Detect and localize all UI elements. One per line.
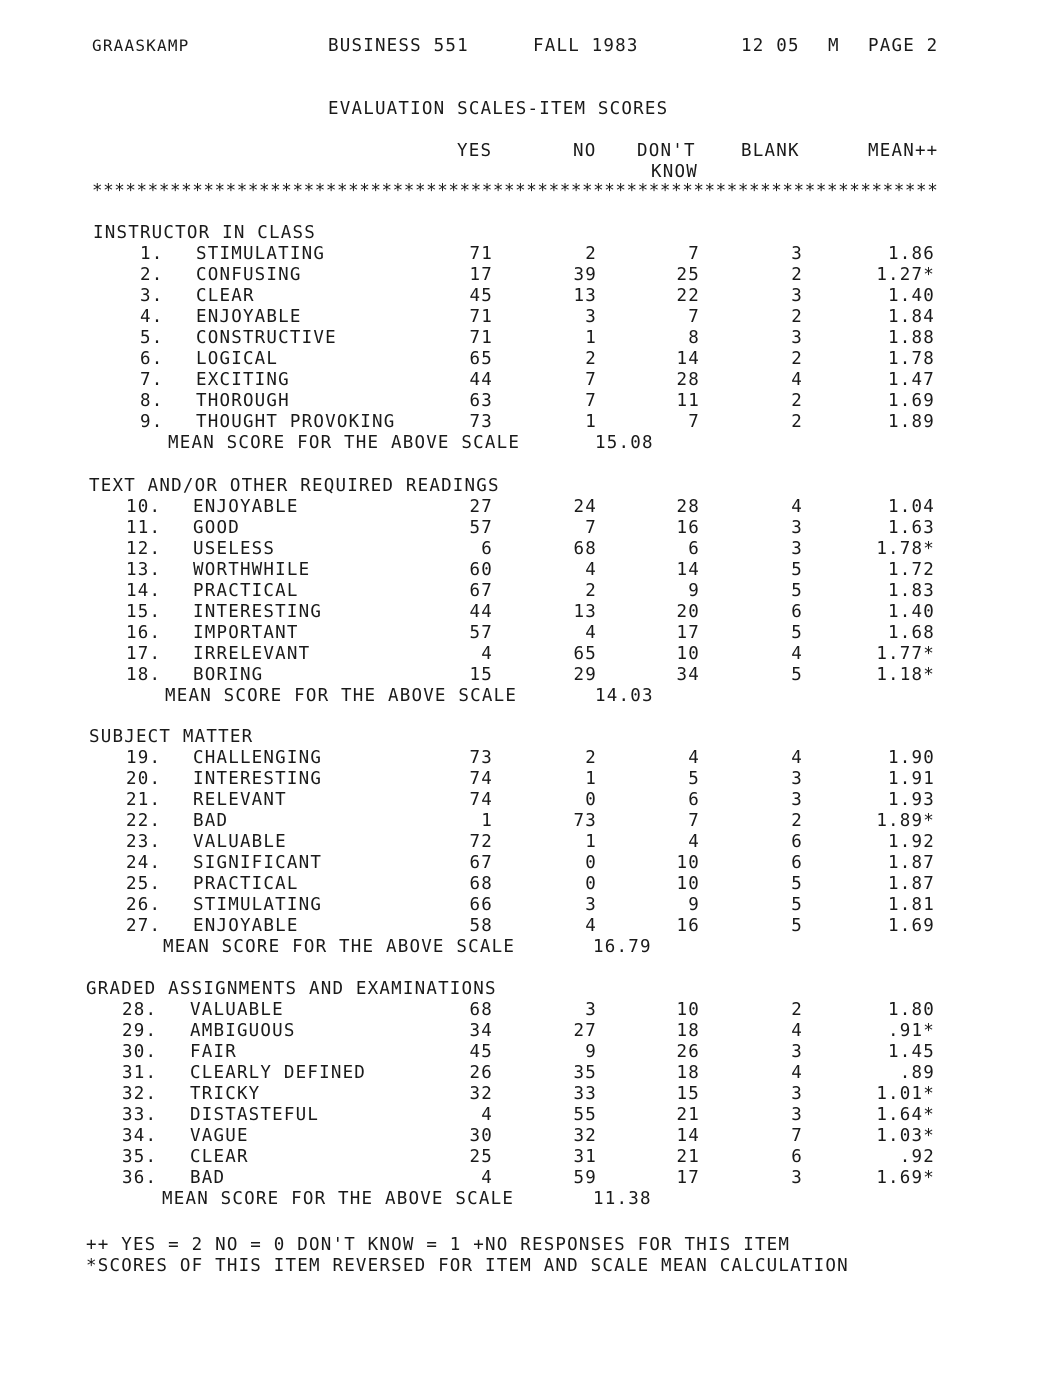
cell-dont-know: 7 [688, 307, 700, 327]
cell-no: 1 [585, 412, 597, 432]
cell-dont-know: 8 [688, 328, 700, 348]
cell-dont-know: 6 [688, 539, 700, 559]
cell-mean: 1.03* [876, 1126, 935, 1146]
cell-blank: 3 [791, 790, 803, 810]
cell-dont-know: 16 [676, 916, 700, 936]
cell-mean: 1.83 [888, 581, 935, 601]
cell-no: 7 [585, 391, 597, 411]
item-number: 32. [122, 1084, 158, 1104]
cell-yes: 67 [469, 853, 493, 873]
mean-score-label: MEAN SCORE FOR THE ABOVE SCALE [163, 937, 516, 957]
cell-yes: 60 [469, 560, 493, 580]
cell-no: 2 [585, 581, 597, 601]
item-label: BORING [193, 665, 264, 685]
report-title: EVALUATION SCALES-ITEM SCORES [328, 99, 669, 119]
cell-yes: 57 [469, 623, 493, 643]
cell-blank: 3 [791, 328, 803, 348]
cell-blank: 3 [791, 1168, 803, 1188]
cell-yes: 4 [481, 1105, 493, 1125]
cell-dont-know: 9 [688, 581, 700, 601]
cell-no: 7 [585, 370, 597, 390]
item-label: STIMULATING [196, 244, 326, 264]
item-number: 4. [140, 307, 164, 327]
item-number: 26. [126, 895, 162, 915]
mean-score-label: MEAN SCORE FOR THE ABOVE SCALE [162, 1189, 515, 1209]
cell-dont-know: 28 [676, 370, 700, 390]
item-number: 10. [126, 497, 162, 517]
cell-mean: 1.90 [888, 748, 935, 768]
cell-no: 2 [585, 748, 597, 768]
cell-mean: 1.40 [888, 286, 935, 306]
cell-no: 3 [585, 307, 597, 327]
cell-yes: 25 [469, 1147, 493, 1167]
cell-mean: 1.91 [888, 769, 935, 789]
cell-mean: 1.27* [876, 265, 935, 285]
cell-no: 7 [585, 518, 597, 538]
cell-no: 9 [585, 1042, 597, 1062]
item-label: ENJOYABLE [196, 307, 302, 327]
cell-blank: 6 [791, 832, 803, 852]
cell-mean: 1.18* [876, 665, 935, 685]
cell-blank: 2 [791, 412, 803, 432]
cell-yes: 73 [469, 748, 493, 768]
cell-mean: 1.69 [888, 916, 935, 936]
cell-mean: 1.78 [888, 349, 935, 369]
section-title: TEXT AND/OR OTHER REQUIRED READINGS [89, 476, 500, 496]
cell-dont-know: 11 [676, 391, 700, 411]
item-label: BAD [193, 811, 229, 831]
item-number: 1. [140, 244, 164, 264]
item-number: 12. [126, 539, 162, 559]
item-label: CONSTRUCTIVE [196, 328, 337, 348]
cell-yes: 67 [469, 581, 493, 601]
cell-blank: 5 [791, 560, 803, 580]
item-label: IRRELEVANT [193, 644, 311, 664]
cell-dont-know: 18 [676, 1021, 700, 1041]
item-number: 18. [126, 665, 162, 685]
item-label: CHALLENGING [193, 748, 323, 768]
item-label: RELEVANT [193, 790, 287, 810]
cell-blank: 5 [791, 895, 803, 915]
cell-mean: 1.84 [888, 307, 935, 327]
cell-no: 13 [573, 602, 597, 622]
cell-blank: 7 [791, 1126, 803, 1146]
cell-dont-know: 17 [676, 1168, 700, 1188]
cell-blank: 3 [791, 286, 803, 306]
cell-dont-know: 10 [676, 1000, 700, 1020]
footnote-legend: ++ YES = 2 NO = 0 DON'T KNOW = 1 +NO RESPONSES FOR THIS ITEM [86, 1235, 791, 1255]
cell-yes: 15 [469, 665, 493, 685]
cell-dont-know: 7 [688, 244, 700, 264]
cell-mean: 1.63 [888, 518, 935, 538]
cell-mean: 1.92 [888, 832, 935, 852]
item-label: FAIR [190, 1042, 237, 1062]
cell-yes: 65 [469, 349, 493, 369]
item-number: 19. [126, 748, 162, 768]
column-no: NO [573, 141, 597, 161]
cell-dont-know: 7 [688, 412, 700, 432]
cell-no: 0 [585, 790, 597, 810]
item-label: PRACTICAL [193, 874, 299, 894]
item-label: SIGNIFICANT [193, 853, 323, 873]
cell-dont-know: 21 [676, 1105, 700, 1125]
cell-blank: 2 [791, 349, 803, 369]
cell-no: 27 [573, 1021, 597, 1041]
cell-yes: 34 [469, 1021, 493, 1041]
cell-yes: 72 [469, 832, 493, 852]
item-label: THOROUGH [196, 391, 290, 411]
column-dont-know-2: KNOW [651, 162, 698, 182]
cell-mean: 1.86 [888, 244, 935, 264]
item-number: 34. [122, 1126, 158, 1146]
cell-mean: .89 [899, 1063, 935, 1083]
cell-mean: .92 [899, 1147, 935, 1167]
item-label: LOGICAL [196, 349, 279, 369]
item-number: 30. [122, 1042, 158, 1062]
cell-blank: 5 [791, 581, 803, 601]
mean-score-value: 15.08 [595, 433, 654, 453]
cell-mean: .91* [888, 1021, 935, 1041]
item-label: PRACTICAL [193, 581, 299, 601]
cell-no: 35 [573, 1063, 597, 1083]
cell-yes: 6 [481, 539, 493, 559]
cell-blank: 3 [791, 518, 803, 538]
cell-blank: 2 [791, 391, 803, 411]
cell-no: 4 [585, 560, 597, 580]
cell-dont-know: 26 [676, 1042, 700, 1062]
cell-no: 33 [573, 1084, 597, 1104]
item-number: 33. [122, 1105, 158, 1125]
cell-blank: 6 [791, 853, 803, 873]
cell-dont-know: 17 [676, 623, 700, 643]
cell-mean: 1.72 [888, 560, 935, 580]
item-number: 8. [140, 391, 164, 411]
cell-no: 2 [585, 349, 597, 369]
cell-dont-know: 10 [676, 874, 700, 894]
item-label: CLEAR [190, 1147, 249, 1167]
cell-dont-know: 20 [676, 602, 700, 622]
column-dont-know: DON'T [637, 141, 696, 161]
item-label: GOOD [193, 518, 240, 538]
cell-mean: 1.69 [888, 391, 935, 411]
cell-blank: 2 [791, 307, 803, 327]
cell-no: 29 [573, 665, 597, 685]
cell-dont-know: 10 [676, 644, 700, 664]
cell-dont-know: 22 [676, 286, 700, 306]
cell-mean: 1.68 [888, 623, 935, 643]
cell-no: 55 [573, 1105, 597, 1125]
cell-no: 1 [585, 328, 597, 348]
item-label: INTERESTING [193, 769, 323, 789]
column-yes: YES [457, 141, 493, 161]
header-flag: M [828, 36, 840, 56]
cell-mean: 1.64* [876, 1105, 935, 1125]
item-number: 3. [140, 286, 164, 306]
cell-blank: 4 [791, 1063, 803, 1083]
cell-mean: 1.81 [888, 895, 935, 915]
item-number: 13. [126, 560, 162, 580]
cell-yes: 66 [469, 895, 493, 915]
item-number: 7. [140, 370, 164, 390]
mean-score-value: 16.79 [593, 937, 652, 957]
item-number: 35. [122, 1147, 158, 1167]
cell-dont-know: 18 [676, 1063, 700, 1083]
cell-yes: 71 [469, 244, 493, 264]
cell-dont-know: 4 [688, 832, 700, 852]
cell-yes: 27 [469, 497, 493, 517]
cell-mean: 1.89* [876, 811, 935, 831]
cell-yes: 17 [469, 265, 493, 285]
item-label: VALUABLE [190, 1000, 284, 1020]
mean-score-label: MEAN SCORE FOR THE ABOVE SCALE [168, 433, 521, 453]
cell-blank: 4 [791, 1021, 803, 1041]
cell-yes: 45 [469, 1042, 493, 1062]
section-title: INSTRUCTOR IN CLASS [93, 223, 316, 243]
cell-no: 13 [573, 286, 597, 306]
cell-blank: 3 [791, 244, 803, 264]
cell-blank: 3 [791, 1084, 803, 1104]
item-number: 24. [126, 853, 162, 873]
item-label: CLEAR [196, 286, 255, 306]
mean-score-label: MEAN SCORE FOR THE ABOVE SCALE [165, 686, 518, 706]
header-term: FALL 1983 [533, 36, 639, 56]
cell-dont-know: 9 [688, 895, 700, 915]
column-mean: MEAN++ [868, 141, 939, 161]
cell-dont-know: 14 [676, 349, 700, 369]
cell-blank: 3 [791, 1042, 803, 1062]
item-number: 2. [140, 265, 164, 285]
header-code: 12 05 [741, 36, 800, 56]
cell-blank: 4 [791, 748, 803, 768]
cell-mean: 1.80 [888, 1000, 935, 1020]
cell-yes: 57 [469, 518, 493, 538]
cell-mean: 1.88 [888, 328, 935, 348]
cell-no: 1 [585, 769, 597, 789]
cell-yes: 74 [469, 790, 493, 810]
cell-blank: 3 [791, 539, 803, 559]
cell-yes: 74 [469, 769, 493, 789]
cell-dont-know: 4 [688, 748, 700, 768]
item-number: 23. [126, 832, 162, 852]
item-number: 16. [126, 623, 162, 643]
item-number: 6. [140, 349, 164, 369]
item-label: STIMULATING [193, 895, 323, 915]
item-label: EXCITING [196, 370, 290, 390]
item-number: 31. [122, 1063, 158, 1083]
cell-no: 2 [585, 244, 597, 264]
item-number: 21. [126, 790, 162, 810]
cell-no: 59 [573, 1168, 597, 1188]
section-title: SUBJECT MATTER [89, 727, 254, 747]
item-label: IMPORTANT [193, 623, 299, 643]
cell-mean: 1.69* [876, 1168, 935, 1188]
cell-blank: 2 [791, 1000, 803, 1020]
cell-yes: 45 [469, 286, 493, 306]
cell-blank: 5 [791, 665, 803, 685]
cell-no: 4 [585, 916, 597, 936]
item-label: VALUABLE [193, 832, 287, 852]
cell-yes: 63 [469, 391, 493, 411]
cell-blank: 3 [791, 1105, 803, 1125]
cell-no: 32 [573, 1126, 597, 1146]
cell-blank: 4 [791, 370, 803, 390]
item-number: 15. [126, 602, 162, 622]
cell-yes: 73 [469, 412, 493, 432]
item-number: 9. [140, 412, 164, 432]
cell-mean: 1.47 [888, 370, 935, 390]
item-label: VAGUE [190, 1126, 249, 1146]
item-number: 5. [140, 328, 164, 348]
cell-yes: 30 [469, 1126, 493, 1146]
cell-no: 3 [585, 1000, 597, 1020]
mean-score-value: 11.38 [593, 1189, 652, 1209]
section-title: GRADED ASSIGNMENTS AND EXAMINATIONS [86, 979, 497, 999]
cell-dont-know: 25 [676, 265, 700, 285]
cell-mean: 1.78* [876, 539, 935, 559]
cell-mean: 1.04 [888, 497, 935, 517]
cell-dont-know: 21 [676, 1147, 700, 1167]
item-label: ENJOYABLE [193, 497, 299, 517]
cell-no: 4 [585, 623, 597, 643]
cell-no: 39 [573, 265, 597, 285]
cell-yes: 44 [469, 602, 493, 622]
cell-no: 0 [585, 874, 597, 894]
footnote-reversed: *SCORES OF THIS ITEM REVERSED FOR ITEM AND SCALE MEAN CALCULATION [86, 1256, 849, 1276]
cell-dont-know: 10 [676, 853, 700, 873]
cell-yes: 4 [481, 1168, 493, 1188]
item-label: BAD [190, 1168, 226, 1188]
cell-no: 31 [573, 1147, 597, 1167]
item-number: 14. [126, 581, 162, 601]
cell-blank: 4 [791, 497, 803, 517]
cell-yes: 71 [469, 307, 493, 327]
header-course: BUSINESS 551 [328, 36, 469, 56]
cell-no: 3 [585, 895, 597, 915]
cell-blank: 5 [791, 623, 803, 643]
item-number: 25. [126, 874, 162, 894]
cell-yes: 26 [469, 1063, 493, 1083]
cell-mean: 1.89 [888, 412, 935, 432]
cell-blank: 4 [791, 644, 803, 664]
item-label: ENJOYABLE [193, 916, 299, 936]
cell-mean: 1.87 [888, 874, 935, 894]
cell-yes: 44 [469, 370, 493, 390]
cell-no: 65 [573, 644, 597, 664]
cell-yes: 4 [481, 644, 493, 664]
item-label: AMBIGUOUS [190, 1021, 296, 1041]
header-author: GRAASKAMP [92, 36, 190, 55]
cell-dont-know: 6 [688, 790, 700, 810]
cell-blank: 2 [791, 811, 803, 831]
cell-yes: 68 [469, 1000, 493, 1020]
header-page: PAGE 2 [868, 36, 939, 56]
cell-yes: 58 [469, 916, 493, 936]
cell-dont-know: 5 [688, 769, 700, 789]
cell-dont-know: 14 [676, 560, 700, 580]
column-blank: BLANK [741, 141, 800, 161]
item-number: 22. [126, 811, 162, 831]
cell-yes: 32 [469, 1084, 493, 1104]
item-label: CONFUSING [196, 265, 302, 285]
cell-no: 73 [573, 811, 597, 831]
item-number: 17. [126, 644, 162, 664]
cell-yes: 71 [469, 328, 493, 348]
cell-mean: 1.77* [876, 644, 935, 664]
cell-yes: 1 [481, 811, 493, 831]
cell-no: 1 [585, 832, 597, 852]
cell-dont-know: 7 [688, 811, 700, 831]
item-label: WORTHWHILE [193, 560, 311, 580]
item-label: USELESS [193, 539, 276, 559]
cell-mean: 1.93 [888, 790, 935, 810]
cell-mean: 1.87 [888, 853, 935, 873]
cell-dont-know: 15 [676, 1084, 700, 1104]
cell-blank: 5 [791, 874, 803, 894]
cell-mean: 1.45 [888, 1042, 935, 1062]
item-number: 29. [122, 1021, 158, 1041]
cell-dont-know: 28 [676, 497, 700, 517]
item-number: 28. [122, 1000, 158, 1020]
cell-blank: 6 [791, 1147, 803, 1167]
cell-no: 0 [585, 853, 597, 873]
cell-blank: 3 [791, 769, 803, 789]
item-label: TRICKY [190, 1084, 261, 1104]
cell-dont-know: 14 [676, 1126, 700, 1146]
cell-no: 68 [573, 539, 597, 559]
cell-mean: 1.40 [888, 602, 935, 622]
cell-dont-know: 34 [676, 665, 700, 685]
item-label: CLEARLY DEFINED [190, 1063, 367, 1083]
item-number: 27. [126, 916, 162, 936]
cell-blank: 2 [791, 265, 803, 285]
cell-no: 24 [573, 497, 597, 517]
item-label: THOUGHT PROVOKING [196, 412, 396, 432]
item-number: 11. [126, 518, 162, 538]
cell-blank: 6 [791, 602, 803, 622]
cell-mean: 1.01* [876, 1084, 935, 1104]
item-number: 20. [126, 769, 162, 789]
item-number: 36. [122, 1168, 158, 1188]
mean-score-value: 14.03 [595, 686, 654, 706]
item-label: INTERESTING [193, 602, 323, 622]
cell-dont-know: 16 [676, 518, 700, 538]
item-label: DISTASTEFUL [190, 1105, 320, 1125]
separator-line: **************************************************************************** [92, 181, 939, 201]
cell-yes: 68 [469, 874, 493, 894]
cell-blank: 5 [791, 916, 803, 936]
